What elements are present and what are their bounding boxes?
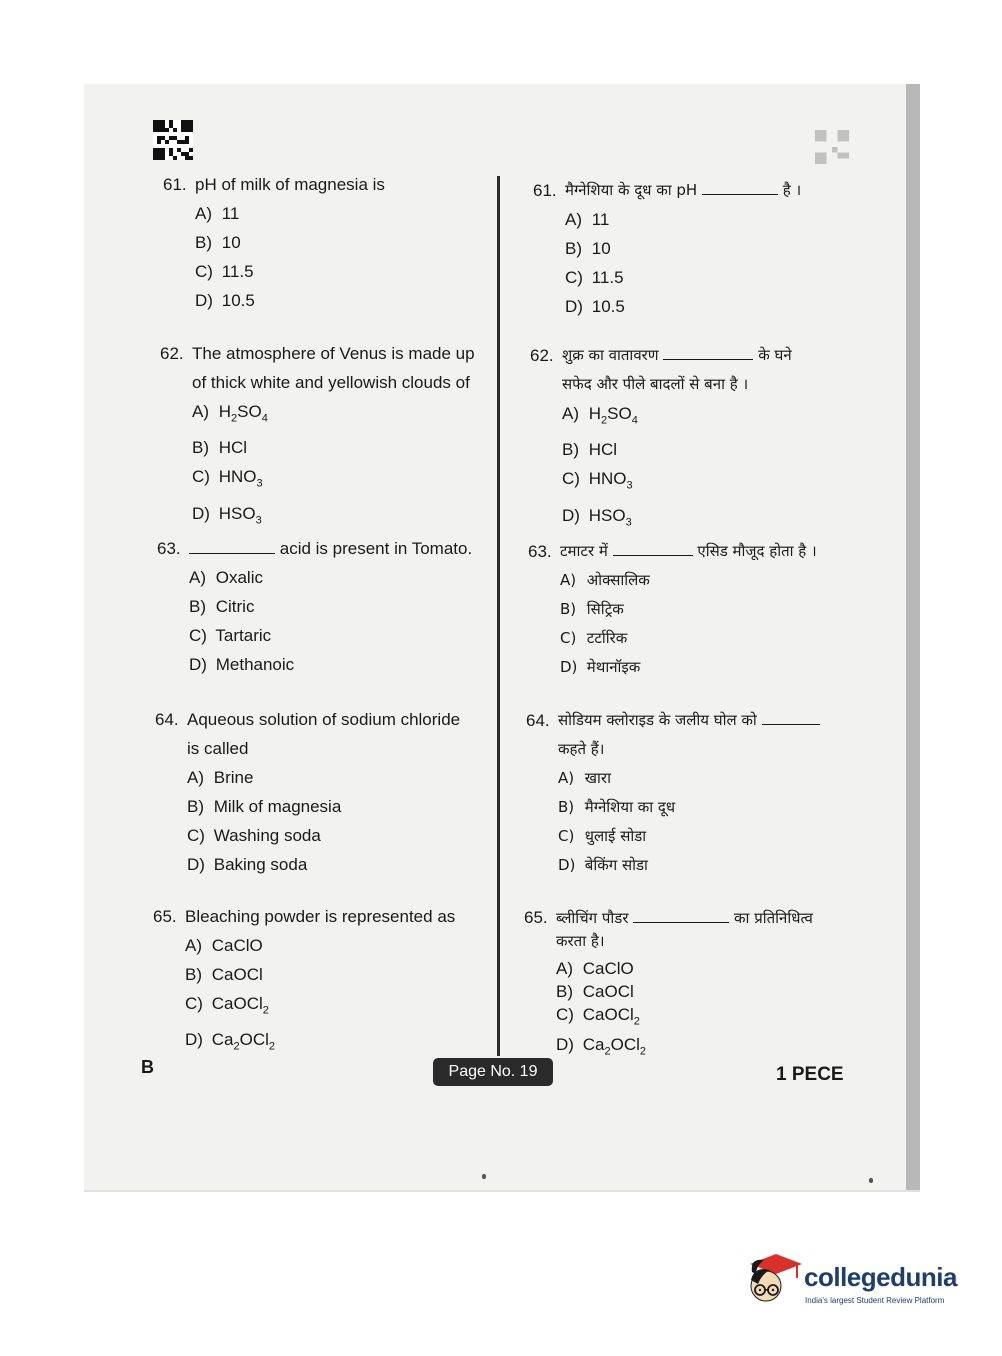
option-text: Tartaric	[215, 626, 272, 645]
answer-blank	[762, 708, 820, 725]
question-number: 64.	[526, 711, 550, 730]
option-label: D)	[562, 505, 580, 525]
option-label: A)	[187, 768, 204, 787]
option-text: ओक्सालिक	[586, 571, 650, 589]
question-number: 62.	[160, 344, 184, 363]
option-a	[530, 399, 792, 435]
question-text: The atmosphere of Venus is made up	[192, 344, 475, 363]
question-text: Bleaching powder is represented as	[185, 907, 456, 926]
page-edge-shadow	[906, 84, 920, 1192]
option-d	[160, 499, 475, 535]
question-65-hi	[524, 906, 813, 1064]
option-formula: $H_2SO_4$	[218, 402, 268, 425]
answer-blank	[702, 178, 778, 195]
option-text: 11.5	[591, 268, 624, 287]
question-65-en	[153, 902, 455, 1062]
option-c	[155, 821, 460, 850]
option-label: D)	[558, 856, 576, 874]
option-c	[524, 1003, 813, 1033]
option-c	[160, 462, 475, 498]
option-formula: $Ca_2OCl_2$	[211, 1030, 275, 1053]
question-text: शुक्र का वातावरण	[562, 346, 659, 364]
option-d	[526, 851, 820, 880]
option-a	[533, 205, 801, 234]
option-label: B)	[558, 798, 575, 816]
option-label: B)	[560, 600, 577, 618]
question-text: टमाटर में	[560, 542, 608, 560]
option-a	[524, 957, 813, 980]
question-63-hi	[528, 537, 817, 682]
option-formula: $H_2SO_4$	[588, 404, 638, 427]
option-label: B)	[189, 597, 206, 616]
option-a	[157, 563, 472, 592]
option-a	[160, 397, 475, 433]
option-label: B)	[195, 233, 212, 252]
option-text: बेकिंग सोडा	[584, 856, 648, 874]
question-number: 61.	[533, 181, 557, 200]
answer-blank	[613, 539, 693, 556]
option-text: Methanoic	[215, 655, 295, 674]
question-63-en	[157, 534, 472, 679]
scan-speck	[869, 1178, 873, 1183]
paper-code: 1 PECE	[776, 1064, 844, 1085]
option-label: D)	[187, 855, 205, 874]
question-text: acid is present in Tomato.	[279, 539, 473, 558]
option-text: Brine	[213, 768, 254, 787]
brand-tagline: India's largest Student Review Platform	[805, 1296, 945, 1305]
option-text: धुलाई सोडा	[584, 827, 647, 845]
option-a	[528, 566, 817, 595]
answer-blank	[633, 906, 729, 923]
option-d	[153, 1025, 455, 1061]
option-formula: $HNO_3$	[218, 467, 263, 490]
option-label: D)	[556, 1035, 574, 1055]
option-label: A)	[560, 571, 577, 589]
question-text-end: एसिड मौजूद होता है ।	[697, 542, 817, 560]
option-label: D)	[195, 291, 213, 310]
option-text: 10	[591, 239, 611, 258]
option-formula: $HNO_3$	[588, 469, 633, 492]
scan-speck	[482, 1174, 486, 1179]
column-divider	[497, 176, 500, 1056]
option-formula: $Ca_2OCl_2$	[582, 1035, 646, 1058]
option-label: C)	[195, 262, 213, 281]
option-b	[157, 592, 472, 621]
question-text-line-2: of thick white and yellowish clouds of	[192, 373, 470, 392]
option-label: D)	[192, 503, 210, 523]
option-d	[524, 1033, 813, 1063]
option-text: मेथानॉइक	[586, 658, 641, 676]
option-text: CaOCl	[211, 965, 263, 984]
option-b	[155, 792, 460, 821]
option-text: HCl	[588, 440, 618, 460]
question-number: 62.	[530, 346, 554, 365]
option-label: A)	[562, 404, 579, 423]
answer-blank	[663, 343, 753, 360]
qr-code-icon	[153, 120, 193, 160]
option-d	[533, 292, 801, 321]
option-label: C)	[185, 994, 203, 1013]
question-62-en	[160, 339, 475, 535]
option-formula: CaOCl$_2$	[211, 994, 269, 1017]
option-a	[526, 764, 820, 793]
option-c	[526, 822, 820, 851]
option-d	[528, 653, 817, 682]
question-text-end: के घने	[758, 346, 792, 364]
option-d	[530, 501, 792, 537]
option-label: B)	[185, 965, 202, 984]
option-label: A)	[192, 402, 209, 421]
option-label: D)	[565, 297, 583, 316]
option-label: C)	[558, 827, 575, 845]
question-text: pH of milk of magnesia is	[195, 175, 385, 194]
question-text-line-2: कहते हैं।	[558, 740, 605, 758]
page-number-badge: Page No. 19	[433, 1058, 553, 1086]
option-label: C)	[560, 629, 577, 647]
faint-qr-code-icon	[815, 130, 849, 164]
option-c	[530, 464, 792, 500]
option-label: D)	[560, 658, 578, 676]
option-text: HCl	[218, 438, 248, 458]
option-label: A)	[556, 959, 573, 978]
option-label: B)	[565, 239, 582, 258]
question-62-hi	[530, 341, 792, 537]
option-text: CaClO	[582, 959, 634, 978]
option-formula: $HSO_3$	[588, 505, 632, 529]
option-b	[528, 595, 817, 624]
option-label: C)	[192, 467, 210, 487]
brand-name: collegedunia	[804, 1262, 957, 1292]
question-61-en	[163, 170, 385, 315]
answer-blank	[189, 537, 275, 554]
option-text: Citric	[215, 597, 255, 616]
option-c	[528, 624, 817, 653]
option-text: टर्टारिक	[586, 629, 628, 647]
collegedunia-mascot-icon	[742, 1250, 804, 1308]
question-text: मैग्नेशिया के दूध का pH	[565, 181, 698, 199]
option-label: A)	[565, 210, 582, 229]
question-64-en	[155, 705, 460, 879]
option-label: A)	[558, 769, 575, 787]
option-text: Milk of magnesia	[213, 797, 342, 816]
question-text-line-2: सफेद और पीले बादलों से बना है ।	[562, 375, 749, 393]
question-number: 61.	[163, 175, 187, 194]
option-label: C)	[556, 1005, 574, 1024]
question-number: 63.	[157, 539, 181, 558]
option-text: 10	[221, 233, 241, 252]
option-b	[160, 433, 475, 462]
page-bottom-edge	[84, 1190, 920, 1192]
option-d	[155, 850, 460, 879]
option-text: 11	[221, 204, 240, 223]
option-text: Washing soda	[213, 826, 321, 845]
question-64-hi	[526, 706, 820, 880]
option-label: C)	[187, 826, 205, 845]
option-label: C)	[562, 469, 580, 489]
option-label: A)	[185, 936, 202, 955]
option-text: मैग्नेशिया का दूध	[584, 798, 676, 816]
option-c	[533, 263, 801, 292]
option-label: D)	[185, 1030, 203, 1050]
option-c	[153, 989, 455, 1025]
question-number: 63.	[528, 542, 552, 561]
question-text-end: है ।	[782, 181, 802, 199]
question-number: 64.	[155, 710, 179, 729]
option-b	[533, 234, 801, 263]
option-text: CaOCl	[582, 982, 634, 1001]
question-number: 65.	[153, 907, 177, 926]
option-text: Oxalic	[215, 568, 263, 587]
option-label: B)	[562, 440, 579, 460]
option-label: A)	[189, 568, 206, 587]
question-text: Aqueous solution of sodium chloride	[187, 710, 461, 729]
option-b	[530, 435, 792, 464]
option-label: B)	[192, 438, 209, 458]
question-text: ब्लीचिंग पौडर	[556, 909, 629, 927]
option-a	[163, 199, 385, 228]
option-text: Baking soda	[213, 855, 308, 874]
option-text: 10.5	[221, 291, 255, 310]
option-a	[153, 931, 455, 960]
option-b	[163, 228, 385, 257]
question-text-line-2: is called	[187, 739, 249, 758]
booklet-series: B	[141, 1057, 154, 1077]
option-d	[157, 650, 472, 679]
option-label: C)	[189, 626, 207, 645]
option-label: D)	[189, 655, 207, 674]
option-formula: $HSO_3$	[218, 503, 262, 527]
option-text: खारा	[584, 769, 611, 787]
option-text: सिट्रिक	[586, 600, 624, 618]
option-c	[157, 621, 472, 650]
question-text-line-2: करता है।	[556, 932, 605, 950]
question-61-hi	[533, 176, 801, 321]
option-b	[153, 960, 455, 989]
option-b	[526, 793, 820, 822]
option-label: A)	[195, 204, 212, 223]
option-label: B)	[556, 982, 573, 1001]
option-text: 10.5	[591, 297, 625, 316]
option-text: 11	[591, 210, 610, 229]
option-b	[524, 980, 813, 1003]
question-text: सोडियम क्लोराइड के जलीय घोल को	[558, 711, 757, 729]
option-text: 11.5	[221, 262, 254, 281]
option-text: CaClO	[211, 936, 263, 955]
question-number: 65.	[524, 908, 548, 927]
option-label: C)	[565, 268, 583, 287]
option-a	[155, 763, 460, 792]
option-c	[163, 257, 385, 286]
option-formula: CaOCl$_2$	[582, 1005, 640, 1028]
option-label: B)	[187, 797, 204, 816]
option-d	[163, 286, 385, 315]
question-text-end: का प्रतिनिधित्व	[734, 909, 813, 927]
